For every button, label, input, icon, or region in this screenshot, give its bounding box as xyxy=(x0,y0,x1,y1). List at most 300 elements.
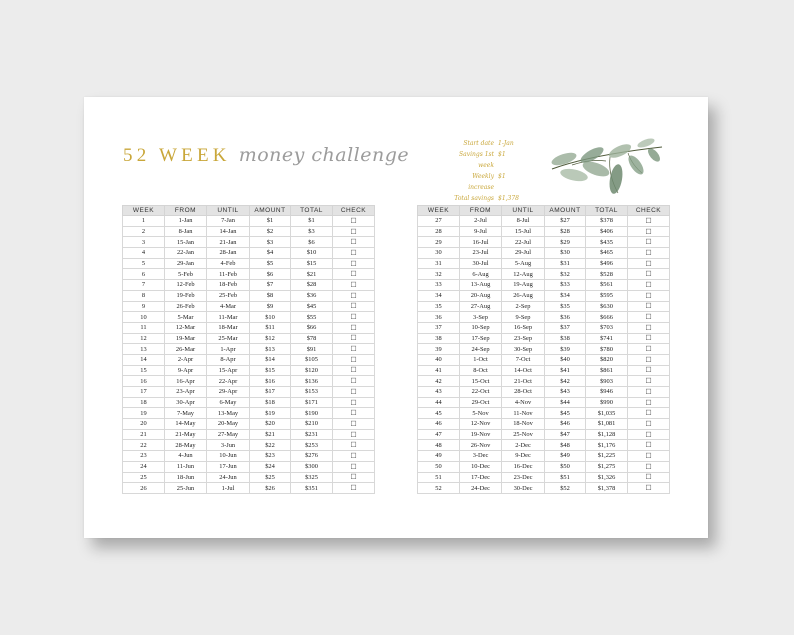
checkbox[interactable]: ☐ xyxy=(333,301,375,312)
week-cell: 19 xyxy=(123,408,165,419)
checkbox[interactable]: ☐ xyxy=(628,333,670,344)
total-cell: $136 xyxy=(291,376,333,387)
amount-cell: $3 xyxy=(250,237,291,248)
checkbox[interactable]: ☐ xyxy=(333,312,375,323)
until-cell: 11-Nov xyxy=(502,408,545,419)
table-row xyxy=(418,248,670,259)
from-cell: 7-May xyxy=(165,408,207,419)
table-row xyxy=(123,248,375,259)
amount-cell: $33 xyxy=(545,280,586,291)
week-cell: 51 xyxy=(418,472,460,483)
until-cell: 15-Apr xyxy=(207,365,250,376)
column-header-amount: AMOUNT xyxy=(545,206,586,216)
total-cell: $1,378 xyxy=(586,483,628,494)
week-cell: 48 xyxy=(418,440,460,451)
checkbox[interactable]: ☐ xyxy=(333,290,375,301)
week-cell: 46 xyxy=(418,419,460,430)
checkbox[interactable]: ☐ xyxy=(333,248,375,259)
column-header-week: WEEK xyxy=(123,206,165,216)
total-cell: $666 xyxy=(586,312,628,323)
week-cell: 3 xyxy=(123,237,165,248)
amount-cell: $4 xyxy=(250,248,291,259)
table-row xyxy=(123,429,375,440)
checkbox[interactable]: ☐ xyxy=(628,483,670,494)
from-cell: 22-Jan xyxy=(165,248,207,259)
info-row xyxy=(446,138,528,149)
table-row xyxy=(123,280,375,291)
table-row xyxy=(123,440,375,451)
total-cell: $210 xyxy=(291,419,333,430)
checkbox[interactable]: ☐ xyxy=(628,387,670,398)
until-cell: 11-Mar xyxy=(207,312,250,323)
table-row xyxy=(418,408,670,419)
amount-cell: $47 xyxy=(545,429,586,440)
amount-cell: $9 xyxy=(250,301,291,312)
amount-cell: $41 xyxy=(545,365,586,376)
total-cell: $91 xyxy=(291,344,333,355)
checkbox[interactable]: ☐ xyxy=(628,419,670,430)
from-cell: 23-Jul xyxy=(460,248,502,259)
from-cell: 24-Dec xyxy=(460,483,502,494)
total-cell: $105 xyxy=(291,354,333,365)
until-cell: 22-Jul xyxy=(502,237,545,248)
until-cell: 29-Jul xyxy=(502,248,545,259)
from-cell: 25-Jun xyxy=(165,483,207,494)
table-row xyxy=(123,451,375,462)
week-cell: 38 xyxy=(418,333,460,344)
week-cell: 33 xyxy=(418,280,460,291)
eucalyptus-leaf-illustration xyxy=(550,135,666,199)
info-value: $1,378 xyxy=(498,195,519,202)
checkbox[interactable]: ☐ xyxy=(628,322,670,333)
table-row xyxy=(418,280,670,291)
total-cell: $231 xyxy=(291,429,333,440)
week-cell: 30 xyxy=(418,248,460,259)
week-cell: 21 xyxy=(123,429,165,440)
from-cell: 1-Oct xyxy=(460,354,502,365)
total-cell: $630 xyxy=(586,301,628,312)
from-cell: 1-Jan xyxy=(165,216,207,227)
from-cell: 23-Apr xyxy=(165,387,207,398)
amount-cell: $45 xyxy=(545,408,586,419)
from-cell: 19-Mar xyxy=(165,333,207,344)
title-script: money challenge xyxy=(238,144,410,166)
checkbox[interactable]: ☐ xyxy=(333,483,375,494)
total-cell: $21 xyxy=(291,269,333,280)
table-row xyxy=(418,333,670,344)
until-cell: 12-Aug xyxy=(502,269,545,280)
checkbox[interactable]: ☐ xyxy=(628,312,670,323)
week-cell: 50 xyxy=(418,461,460,472)
from-cell: 8-Jan xyxy=(165,226,207,237)
title-main: 52 WEEK xyxy=(123,145,231,166)
table-row xyxy=(418,344,670,355)
table-row xyxy=(123,269,375,280)
checkbox[interactable]: ☐ xyxy=(333,258,375,269)
until-cell: 26-Aug xyxy=(502,290,545,301)
checkbox[interactable]: ☐ xyxy=(333,333,375,344)
until-cell: 17-Jun xyxy=(207,461,250,472)
from-cell: 29-Oct xyxy=(460,397,502,408)
from-cell: 30-Jul xyxy=(460,258,502,269)
from-cell: 29-Jan xyxy=(165,258,207,269)
from-cell: 10-Sep xyxy=(460,322,502,333)
from-cell: 9-Apr xyxy=(165,365,207,376)
info-row xyxy=(446,149,528,171)
amount-cell: $24 xyxy=(250,461,291,472)
total-cell: $741 xyxy=(586,333,628,344)
checkbox[interactable]: ☐ xyxy=(628,429,670,440)
total-cell: $946 xyxy=(586,387,628,398)
total-cell: $45 xyxy=(291,301,333,312)
table-row xyxy=(418,419,670,430)
table-row xyxy=(123,365,375,376)
table-row xyxy=(123,312,375,323)
until-cell: 27-May xyxy=(207,429,250,440)
checkbox[interactable]: ☐ xyxy=(628,451,670,462)
week-cell: 6 xyxy=(123,269,165,280)
checkbox[interactable]: ☐ xyxy=(333,226,375,237)
checkbox[interactable]: ☐ xyxy=(333,354,375,365)
checkbox[interactable]: ☐ xyxy=(628,354,670,365)
checkbox[interactable]: ☐ xyxy=(333,429,375,440)
total-cell: $1,225 xyxy=(586,451,628,462)
week-cell: 8 xyxy=(123,290,165,301)
checkbox[interactable]: ☐ xyxy=(333,387,375,398)
until-cell: 24-Jun xyxy=(207,472,250,483)
week-cell: 32 xyxy=(418,269,460,280)
table-row xyxy=(418,269,670,280)
amount-cell: $26 xyxy=(250,483,291,494)
info-value: $1 xyxy=(498,151,506,158)
checkbox[interactable]: ☐ xyxy=(628,461,670,472)
checkbox[interactable]: ☐ xyxy=(333,376,375,387)
until-cell: 1-Apr xyxy=(207,344,250,355)
total-cell: $325 xyxy=(291,472,333,483)
info-label: Weekly increase xyxy=(468,173,494,191)
amount-cell: $51 xyxy=(545,472,586,483)
table-header-row xyxy=(418,206,670,216)
table-row xyxy=(418,216,670,227)
until-cell: 6-May xyxy=(207,397,250,408)
until-cell: 25-Feb xyxy=(207,290,250,301)
checkbox[interactable]: ☐ xyxy=(333,322,375,333)
column-header-until: UNTIL xyxy=(502,206,545,216)
until-cell: 9-Sep xyxy=(502,312,545,323)
checkbox[interactable]: ☐ xyxy=(333,440,375,451)
from-cell: 13-Aug xyxy=(460,280,502,291)
from-cell: 12-Nov xyxy=(460,419,502,430)
from-cell: 19-Feb xyxy=(165,290,207,301)
total-cell: $990 xyxy=(586,397,628,408)
until-cell: 21-Jan xyxy=(207,237,250,248)
from-cell: 2-Jul xyxy=(460,216,502,227)
from-cell: 30-Apr xyxy=(165,397,207,408)
column-header-from: FROM xyxy=(460,206,502,216)
checkbox[interactable]: ☐ xyxy=(628,344,670,355)
total-cell: $55 xyxy=(291,312,333,323)
from-cell: 26-Feb xyxy=(165,301,207,312)
checkbox[interactable]: ☐ xyxy=(333,344,375,355)
amount-cell: $20 xyxy=(250,419,291,430)
from-cell: 15-Jan xyxy=(165,237,207,248)
until-cell: 2-Sep xyxy=(502,301,545,312)
table-row xyxy=(418,237,670,248)
table-row xyxy=(123,344,375,355)
weeks-table-first-half xyxy=(122,205,375,494)
checkbox[interactable]: ☐ xyxy=(628,226,670,237)
week-cell: 27 xyxy=(418,216,460,227)
week-cell: 11 xyxy=(123,322,165,333)
table-row xyxy=(418,483,670,494)
until-cell: 7-Oct xyxy=(502,354,545,365)
checkbox[interactable]: ☐ xyxy=(333,269,375,280)
total-cell: $1,176 xyxy=(586,440,628,451)
table-row xyxy=(418,376,670,387)
total-cell: $78 xyxy=(291,333,333,344)
from-cell: 18-Jun xyxy=(165,472,207,483)
from-cell: 3-Sep xyxy=(460,312,502,323)
amount-cell: $40 xyxy=(545,354,586,365)
table-row xyxy=(123,322,375,333)
checkbox[interactable]: ☐ xyxy=(628,440,670,451)
until-cell: 5-Aug xyxy=(502,258,545,269)
until-cell: 19-Aug xyxy=(502,280,545,291)
total-cell: $190 xyxy=(291,408,333,419)
amount-cell: $17 xyxy=(250,387,291,398)
table-row xyxy=(123,301,375,312)
until-cell: 18-Mar xyxy=(207,322,250,333)
amount-cell: $7 xyxy=(250,280,291,291)
amount-cell: $48 xyxy=(545,440,586,451)
weeks-table-second-half xyxy=(417,205,670,494)
total-cell: $28 xyxy=(291,280,333,291)
from-cell: 24-Sep xyxy=(460,344,502,355)
table-header-row xyxy=(123,206,375,216)
amount-cell: $43 xyxy=(545,387,586,398)
from-cell: 27-Aug xyxy=(460,301,502,312)
checkbox[interactable]: ☐ xyxy=(628,237,670,248)
from-cell: 10-Dec xyxy=(460,461,502,472)
from-cell: 12-Mar xyxy=(165,322,207,333)
week-cell: 44 xyxy=(418,397,460,408)
week-cell: 43 xyxy=(418,387,460,398)
week-cell: 39 xyxy=(418,344,460,355)
amount-cell: $50 xyxy=(545,461,586,472)
table-row xyxy=(123,419,375,430)
amount-cell: $52 xyxy=(545,483,586,494)
total-cell: $1,128 xyxy=(586,429,628,440)
amount-cell: $22 xyxy=(250,440,291,451)
week-cell: 4 xyxy=(123,248,165,259)
table-row xyxy=(123,472,375,483)
week-cell: 24 xyxy=(123,461,165,472)
total-cell: $1,081 xyxy=(586,419,628,430)
amount-cell: $29 xyxy=(545,237,586,248)
until-cell: 14-Jan xyxy=(207,226,250,237)
until-cell: 16-Sep xyxy=(502,322,545,333)
table-body xyxy=(418,216,670,494)
table-row xyxy=(418,322,670,333)
amount-cell: $8 xyxy=(250,290,291,301)
info-label: Savings 1st week xyxy=(459,151,494,169)
week-cell: 37 xyxy=(418,322,460,333)
until-cell: 8-Apr xyxy=(207,354,250,365)
table-row xyxy=(123,483,375,494)
week-cell: 40 xyxy=(418,354,460,365)
checkbox[interactable]: ☐ xyxy=(333,397,375,408)
table-row xyxy=(123,387,375,398)
amount-cell: $19 xyxy=(250,408,291,419)
total-cell: $1,035 xyxy=(586,408,628,419)
amount-cell: $30 xyxy=(545,248,586,259)
checkbox[interactable]: ☐ xyxy=(628,280,670,291)
table-row xyxy=(123,333,375,344)
from-cell: 15-Oct xyxy=(460,376,502,387)
table-row xyxy=(418,440,670,451)
amount-cell: $23 xyxy=(250,451,291,462)
checkbox[interactable]: ☐ xyxy=(333,419,375,430)
until-cell: 13-May xyxy=(207,408,250,419)
checkbox[interactable]: ☐ xyxy=(333,365,375,376)
week-cell: 25 xyxy=(123,472,165,483)
checkbox[interactable]: ☐ xyxy=(628,258,670,269)
page-title xyxy=(123,144,409,167)
total-cell: $378 xyxy=(586,216,628,227)
table-row xyxy=(418,451,670,462)
week-cell: 15 xyxy=(123,365,165,376)
from-cell: 11-Jun xyxy=(165,461,207,472)
checkbox[interactable]: ☐ xyxy=(333,461,375,472)
checkbox[interactable]: ☐ xyxy=(628,397,670,408)
until-cell: 2-Dec xyxy=(502,440,545,451)
info-label: Start date xyxy=(463,140,494,147)
from-cell: 21-May xyxy=(165,429,207,440)
checkbox[interactable]: ☐ xyxy=(628,472,670,483)
from-cell: 5-Feb xyxy=(165,269,207,280)
column-header-from: FROM xyxy=(165,206,207,216)
column-header-until: UNTIL xyxy=(207,206,250,216)
week-cell: 2 xyxy=(123,226,165,237)
column-header-amount: AMOUNT xyxy=(250,206,291,216)
total-cell: $703 xyxy=(586,322,628,333)
from-cell: 20-Aug xyxy=(460,290,502,301)
amount-cell: $18 xyxy=(250,397,291,408)
from-cell: 5-Mar xyxy=(165,312,207,323)
until-cell: 30-Sep xyxy=(502,344,545,355)
checkbox[interactable]: ☐ xyxy=(628,290,670,301)
week-cell: 17 xyxy=(123,387,165,398)
total-cell: $1,275 xyxy=(586,461,628,472)
from-cell: 19-Nov xyxy=(460,429,502,440)
amount-cell: $37 xyxy=(545,322,586,333)
until-cell: 21-Oct xyxy=(502,376,545,387)
from-cell: 12-Feb xyxy=(165,280,207,291)
total-cell: $561 xyxy=(586,280,628,291)
week-cell: 26 xyxy=(123,483,165,494)
from-cell: 26-Mar xyxy=(165,344,207,355)
table-row xyxy=(123,216,375,227)
total-cell: $406 xyxy=(586,226,628,237)
checkbox[interactable]: ☐ xyxy=(333,451,375,462)
amount-cell: $44 xyxy=(545,397,586,408)
checkbox[interactable]: ☐ xyxy=(333,280,375,291)
until-cell: 4-Nov xyxy=(502,397,545,408)
amount-cell: $15 xyxy=(250,365,291,376)
amount-cell: $49 xyxy=(545,451,586,462)
amount-cell: $25 xyxy=(250,472,291,483)
checkbox[interactable]: ☐ xyxy=(628,269,670,280)
total-cell: $66 xyxy=(291,322,333,333)
checkbox[interactable]: ☐ xyxy=(333,237,375,248)
amount-cell: $31 xyxy=(545,258,586,269)
checkbox[interactable]: ☐ xyxy=(333,216,375,227)
checkbox[interactable]: ☐ xyxy=(628,301,670,312)
from-cell: 2-Apr xyxy=(165,354,207,365)
from-cell: 22-Oct xyxy=(460,387,502,398)
until-cell: 14-Oct xyxy=(502,365,545,376)
checkbox[interactable]: ☐ xyxy=(628,248,670,259)
until-cell: 18-Feb xyxy=(207,280,250,291)
table-row xyxy=(123,408,375,419)
checkbox[interactable]: ☐ xyxy=(628,216,670,227)
amount-cell: $35 xyxy=(545,301,586,312)
table-row xyxy=(123,237,375,248)
week-cell: 52 xyxy=(418,483,460,494)
week-cell: 28 xyxy=(418,226,460,237)
until-cell: 7-Jan xyxy=(207,216,250,227)
total-cell: $3 xyxy=(291,226,333,237)
column-header-check: CHECK xyxy=(333,206,375,216)
column-header-total: TOTAL xyxy=(586,206,628,216)
from-cell: 16-Jul xyxy=(460,237,502,248)
table-row xyxy=(418,258,670,269)
column-header-total: TOTAL xyxy=(291,206,333,216)
table-row xyxy=(418,472,670,483)
total-cell: $595 xyxy=(586,290,628,301)
total-cell: $36 xyxy=(291,290,333,301)
total-cell: $861 xyxy=(586,365,628,376)
checkbox[interactable]: ☐ xyxy=(333,408,375,419)
info-row xyxy=(446,171,528,193)
checkbox[interactable]: ☐ xyxy=(628,408,670,419)
total-cell: $300 xyxy=(291,461,333,472)
total-cell: $1 xyxy=(291,216,333,227)
checkbox[interactable]: ☐ xyxy=(333,472,375,483)
total-cell: $820 xyxy=(586,354,628,365)
amount-cell: $28 xyxy=(545,226,586,237)
amount-cell: $11 xyxy=(250,322,291,333)
table-row xyxy=(418,365,670,376)
table-row xyxy=(123,258,375,269)
until-cell: 1-Jul xyxy=(207,483,250,494)
week-cell: 29 xyxy=(418,237,460,248)
week-cell: 9 xyxy=(123,301,165,312)
week-cell: 36 xyxy=(418,312,460,323)
table-row xyxy=(418,397,670,408)
table-row xyxy=(418,387,670,398)
checkbox[interactable]: ☐ xyxy=(628,365,670,376)
until-cell: 16-Dec xyxy=(502,461,545,472)
table-row xyxy=(418,354,670,365)
info-value: 1-Jan xyxy=(498,140,514,147)
checkbox[interactable]: ☐ xyxy=(628,376,670,387)
summary-info xyxy=(446,138,528,204)
info-row xyxy=(446,193,528,204)
total-cell: $528 xyxy=(586,269,628,280)
table-row xyxy=(123,461,375,472)
total-cell: $435 xyxy=(586,237,628,248)
